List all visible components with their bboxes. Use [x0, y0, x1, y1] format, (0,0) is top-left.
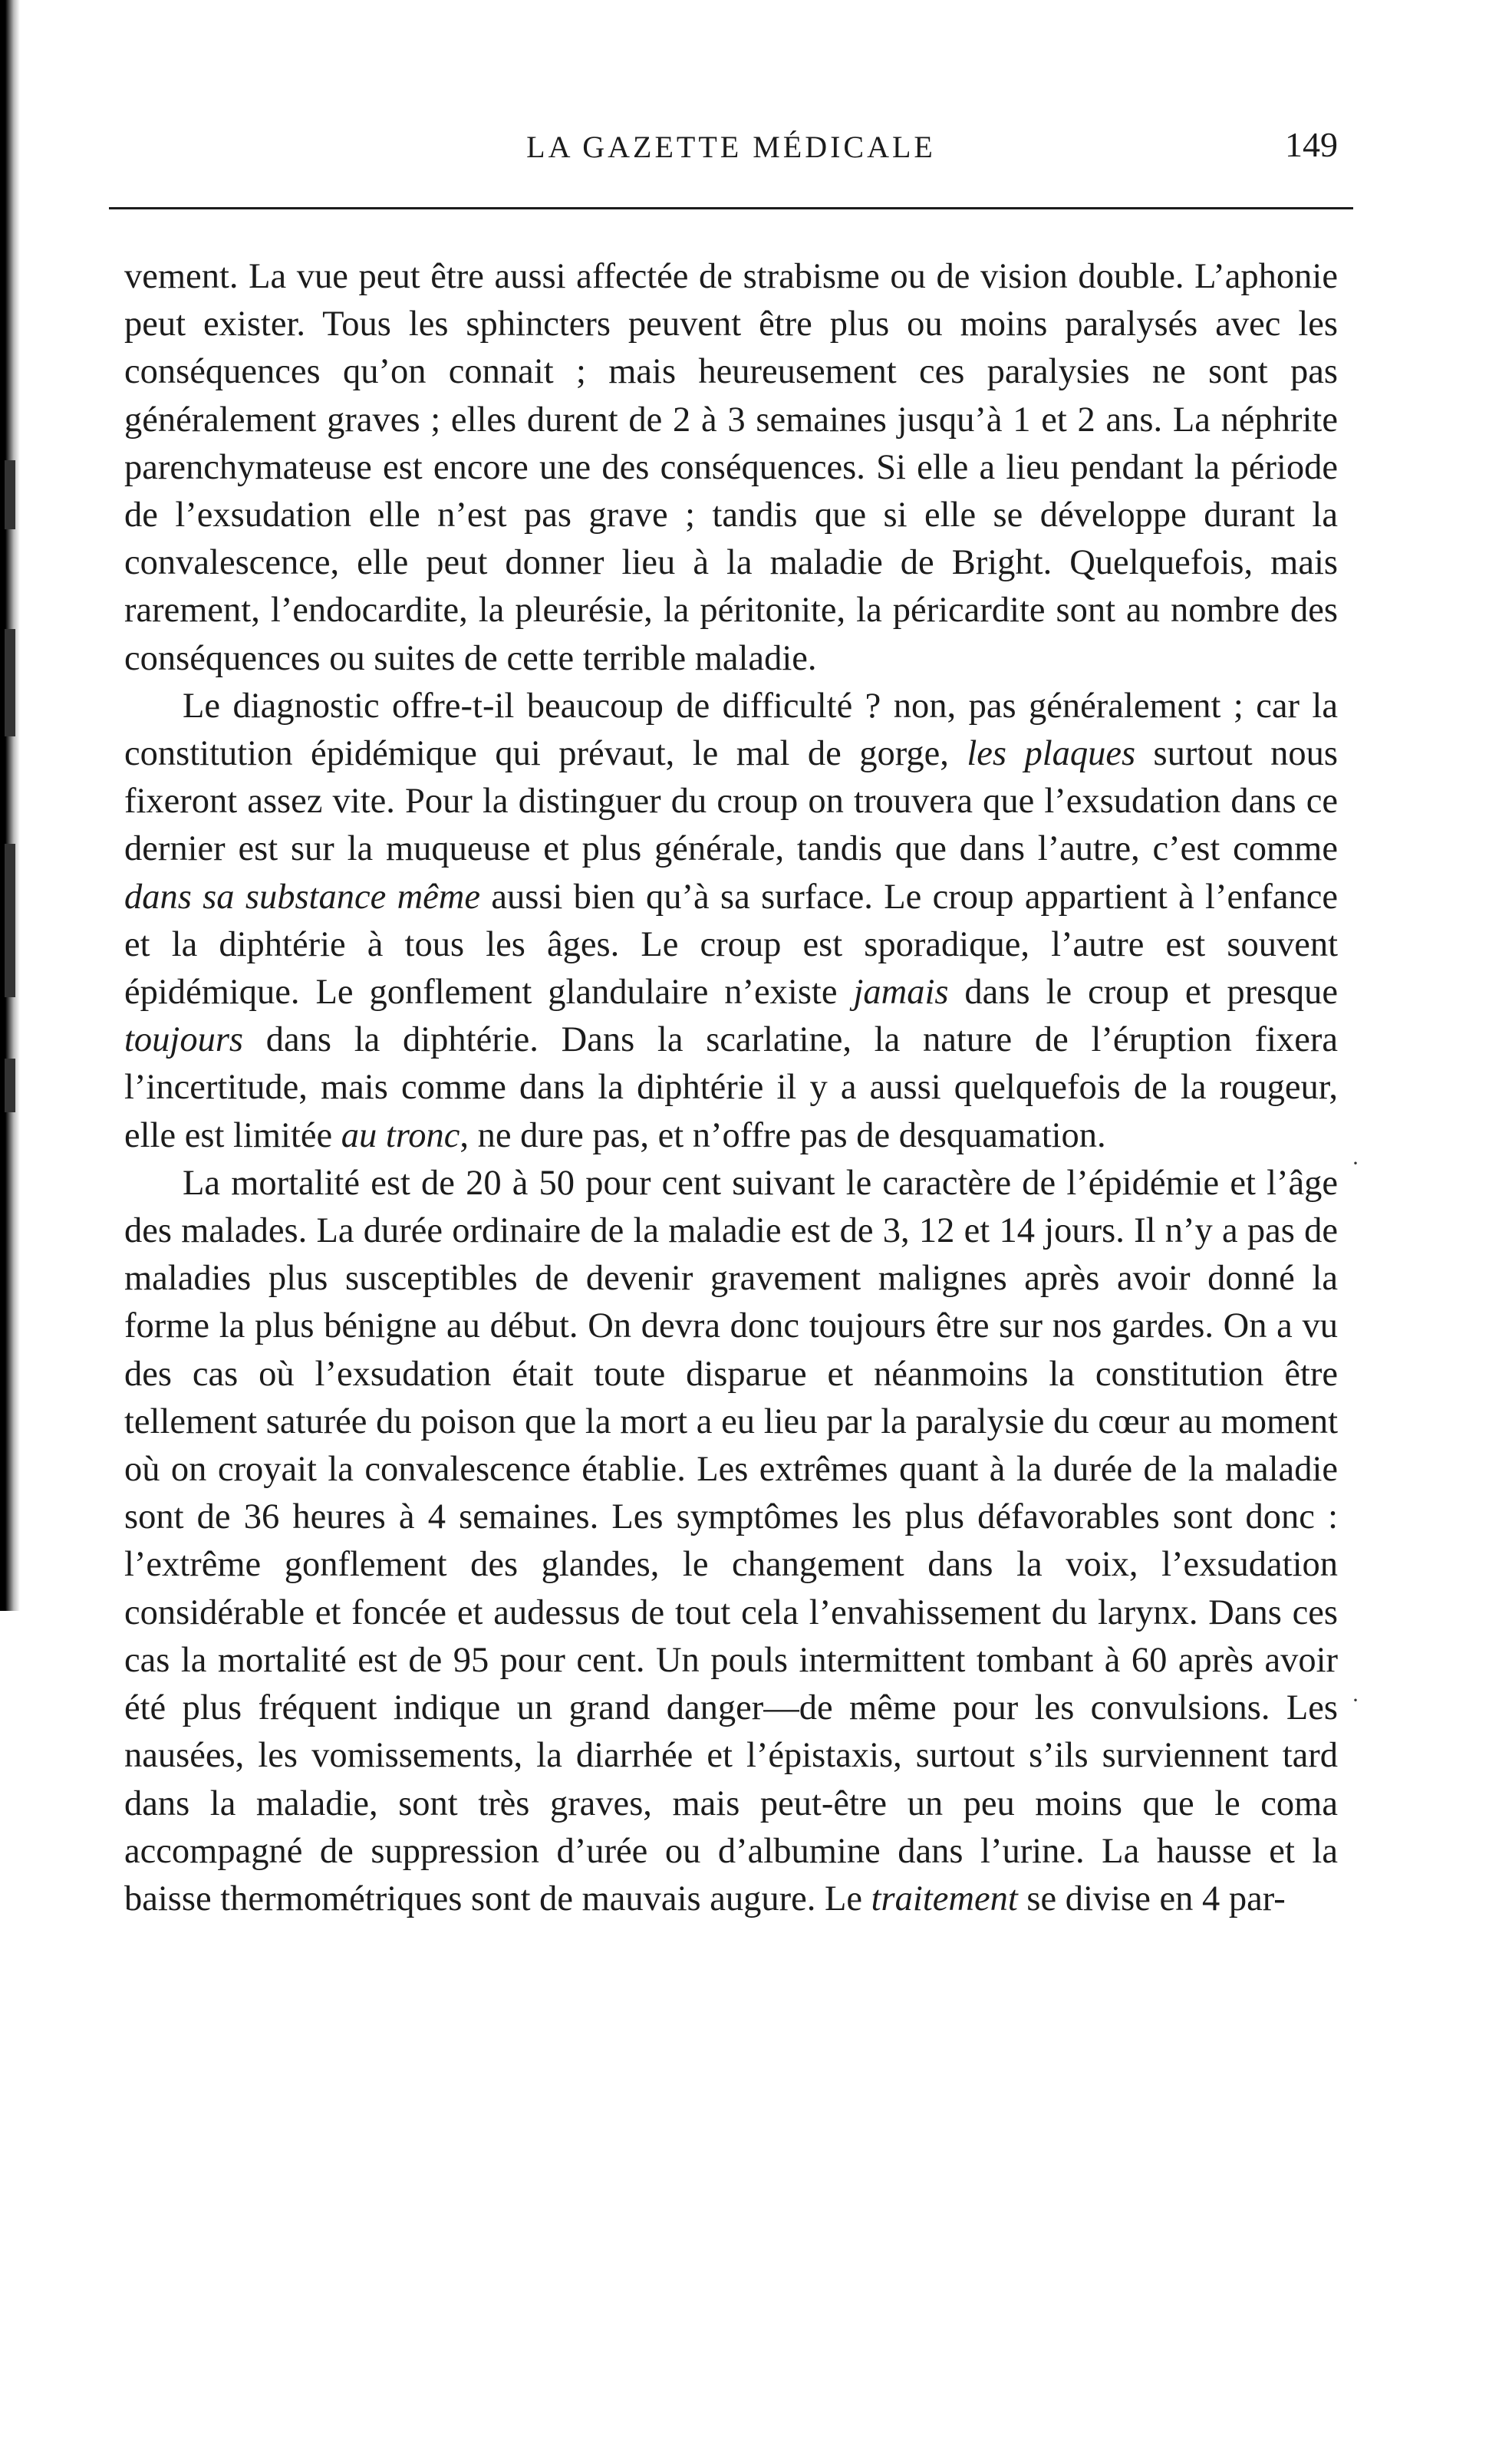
text-run: La mortalité est de 20 à 50 pour cent suivant le caractère de l’épidémie et l’âge des malades. La durée ordinaire de la maladie est de 3, 12 et 14 jours. Il n’y a pas de maladies plus susceptibles de devenir gravement malignes après avoir donné la forme la plus bénigne au début. On devra donc toujours être sur nos gardes. On a vu des cas où l’exsudation était toute disparue et néanmoins la constitution être tellement saturée du poison que la mort a eu lieu par la paralysie du cœur au moment où on croyait la convalescence établie. Les extrêmes quant à la durée de la maladie sont de 36 heures à 4 semaines. Les symptômes les plus défavorables sont donc : l’extrême gonflement des glandes, le changement dans la voix, l’exsudation considérable et foncée et audessus de tout cela l’envahissement du larynx. Dans ces cas la mortalité est de 95 pour cent. Un pouls intermittent tombant à 60 après avoir été plus fréquent indique un grand danger—de même pour les convulsions. Les nausées, les vomissements, la diarrhée et l’épistaxis, surtout s’ils surviennent tard dans la maladie, sont très graves, mais peut-être un peu moins que le coma accompagné de suppression d’urée ou d’albumine dans l’urine. La hausse et la baisse thermométriques sont de mauvais augure. Le [124, 1163, 1338, 1918]
text-run: surtout nous fixeront assez vite. Pour la distinguer du croup on trouvera que l’exsudation dans ce dernier est sur la muqueuse et plus générale, tandis que dans l’autre, c’est comme [124, 734, 1338, 869]
italic-run: toujours [124, 1020, 244, 1060]
margin-dot: · [1352, 1151, 1359, 1176]
text-run: vement. La vue peut être aussi affectée de strabisme ou de vision double. L’aphonie peut exister. Tous les sphincters peuvent être plus ou moins paralysés avec les conséquences qu’on connait ; mais heureusement ces paralysies ne sont pas généralement graves ; elles durent de 2 à 3 semaines jusqu’à 1 et 2 ans. La néphrite parenchymateuse est encore une des conséquences. Si elle a lieu pendant la période de l’exsudation elle n’est pas grave ; tandis que si elle se développe durant la convalescence, elle peut donner lieu à la maladie de Bright. Quelquefois, mais rarement, l’endocardite, la pleurésie, la péritonite, la péricardite sont au nombre des conséquences ou suites de cette terrible maladie. [124, 257, 1338, 678]
text-run: aussi bien qu’à sa surface. Le croup appartient à l’enfance et la diphtérie à tous les âges. Le croup est sporadique, l’autre est souvent épidémique. Le gonflement glandulaire n’existe [124, 877, 1338, 1013]
text-run: se divise en 4 par- [1017, 1879, 1286, 1918]
text-run: dans la diphtérie. Dans la scarlatine, la nature de l’éruption fixera l’incertitude, mais comme dans la diphtérie il y a aussi quelquefois de la rougeur, elle est limitée [124, 1020, 1338, 1155]
text-run: , ne dure pas, et n’offre pas de desquamation. [460, 1115, 1106, 1155]
paragraph [124, 253, 1338, 683]
italic-run: traitement [871, 1879, 1018, 1918]
scan-speck [5, 844, 15, 997]
scan-speck [5, 1059, 15, 1112]
running-title: LA GAZETTE MÉDICALE [526, 130, 936, 164]
text-run: Le diagnostic offre-t-il beaucoup de difficulté ? non, pas généralement ; car la constitution épidémique qui prévaut, le mal de gorge, [124, 686, 1338, 774]
scan-edge-shadow [0, 0, 20, 1611]
header-rule [109, 207, 1353, 209]
italic-run: au tronc [341, 1115, 460, 1155]
italic-run: dans sa substance même [124, 877, 481, 917]
italic-run: jamais [853, 973, 949, 1013]
page-number: 149 [1285, 125, 1338, 164]
body-text [124, 253, 1338, 1923]
page-header [124, 115, 1338, 176]
italic-run: les plaques [967, 734, 1136, 774]
page [124, 115, 1338, 1918]
paragraph [124, 1160, 1338, 1923]
paragraph [124, 683, 1338, 1160]
scan-speck [5, 629, 15, 736]
margin-dot: · [1352, 1688, 1359, 1713]
scan-speck [5, 460, 15, 529]
text-run: dans le croup et presque [948, 973, 1338, 1013]
